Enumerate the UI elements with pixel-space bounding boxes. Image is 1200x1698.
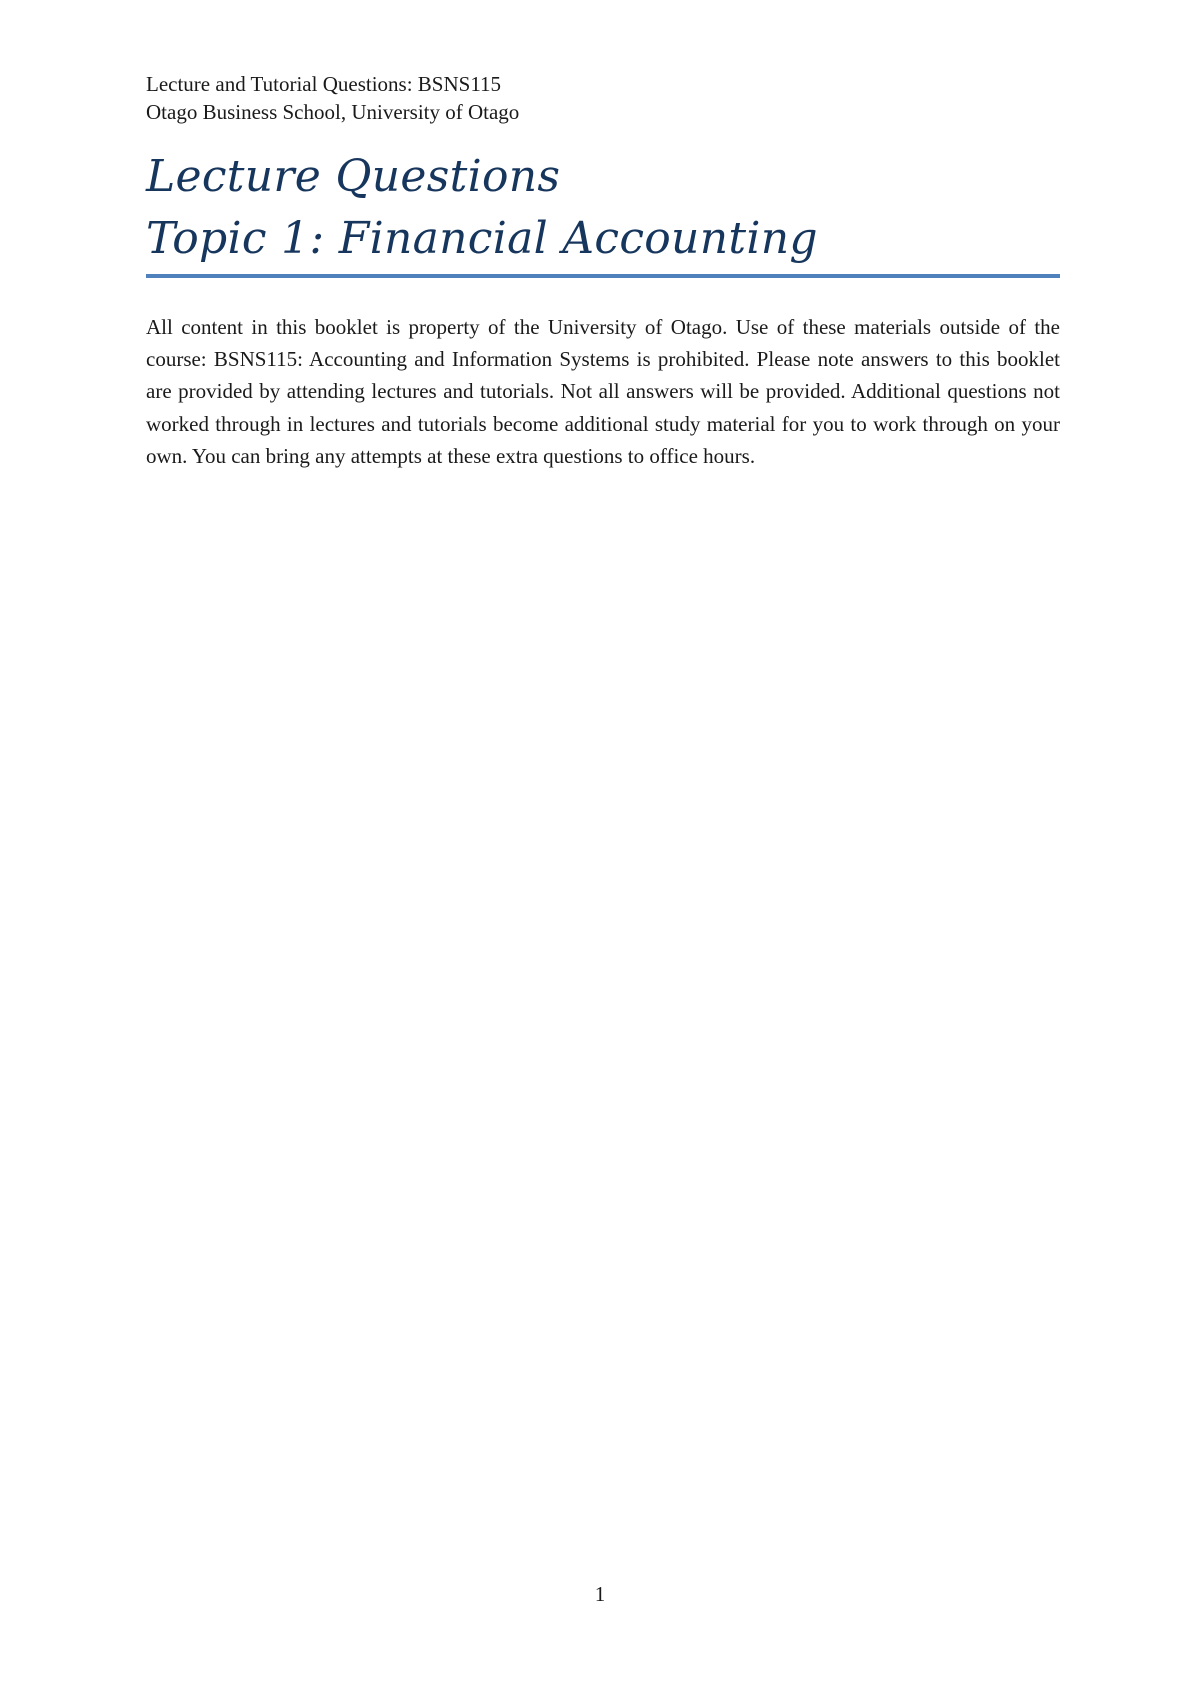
header-school-line: Otago Business School, University of Otago bbox=[146, 100, 520, 124]
header-course-line: Lecture and Tutorial Questions: BSNS115 bbox=[146, 72, 502, 96]
running-header bbox=[146, 70, 519, 126]
page-number: 1 bbox=[594, 1582, 606, 1606]
title-underline-divider bbox=[146, 274, 1060, 278]
page-title bbox=[146, 146, 1060, 270]
title-line-topic: Topic 1: Financial Accounting bbox=[146, 213, 818, 264]
title-line-lecture-questions: Lecture Questions bbox=[146, 151, 561, 202]
intro-paragraph: All content in this booklet is property of the University of Otago. Use of these materials outside of the course: BSNS115: Accounting and Information Systems is prohibited. Please note answers to this booklet are provided by attending lectures and tutorials. Not all answers will be provided. Additional questions not worked through in lectures and tutorials become additional study material for you to work through on your own. You can bring any attempts at these extra questions to office hours. bbox=[146, 315, 1060, 468]
